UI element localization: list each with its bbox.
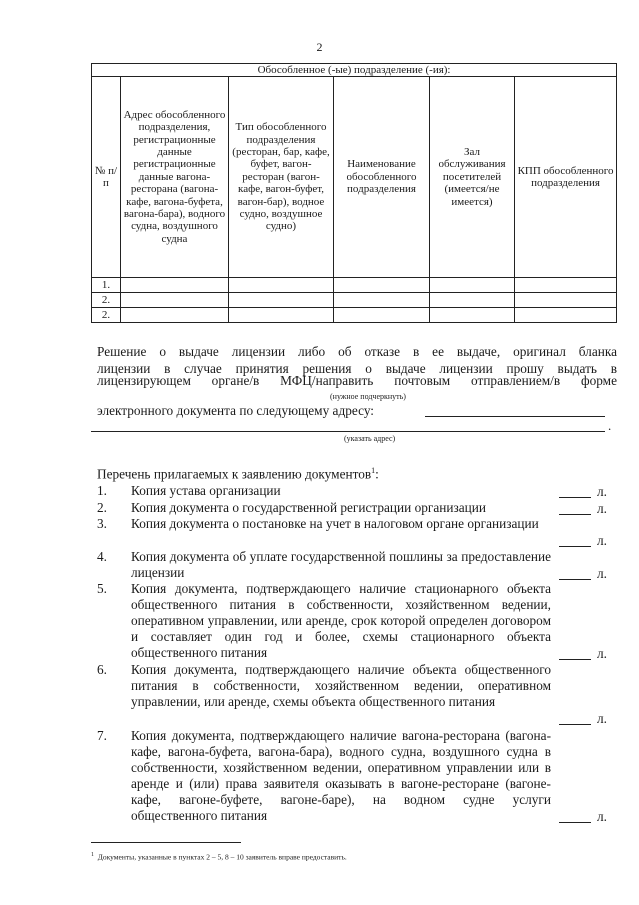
cell[interactable] (430, 293, 515, 308)
subdivision-table (91, 63, 617, 323)
address-input-line-1[interactable] (425, 416, 605, 417)
header-kpp: КПП обособленного подразделения (515, 77, 617, 278)
list-item (97, 581, 618, 661)
address-end-dot: . (608, 418, 612, 433)
decision-line-4: электронного документа по следующему адресу: (97, 403, 374, 418)
cell[interactable] (229, 308, 334, 323)
item-text: Копия документа о государственной регистрации организации (131, 500, 486, 515)
unit-label: л. (597, 566, 607, 581)
list-item (97, 662, 618, 726)
item-number: 3. (97, 516, 107, 531)
documents-heading-text: Перечень прилагаемых к заявлению документов (97, 466, 372, 482)
unit-label: л. (597, 646, 607, 661)
list-item (97, 483, 618, 499)
address-note: (указать адрес) (344, 434, 396, 443)
page-count-field[interactable] (559, 645, 591, 660)
page-count-field[interactable] (559, 808, 591, 823)
table-row (92, 293, 617, 308)
item-number: 6. (97, 662, 107, 677)
page-count-field[interactable] (559, 565, 591, 580)
unit-label: л. (597, 484, 607, 499)
cell[interactable] (229, 293, 334, 308)
decision-line-3: лицензирующем органе/в МФЦ/направить почтовым отправлением/в форме (97, 373, 617, 388)
cell[interactable] (515, 308, 617, 323)
cell[interactable] (334, 308, 430, 323)
unit-label: л. (597, 501, 607, 516)
cell[interactable] (121, 278, 229, 293)
table-row (92, 278, 617, 293)
item-number: 1. (97, 483, 107, 498)
unit-label: л. (597, 711, 607, 726)
item-text: Копия документа о постановке на учет в налоговом органе организации (131, 516, 539, 531)
list-item (97, 516, 618, 548)
cell[interactable] (229, 278, 334, 293)
cell[interactable] (430, 308, 515, 323)
item-text: Копия документа, подтверждающего наличие вагона-ресторана (вагона-кафе, вагона-буфета, вагона-бара), водного судна, воздушного судна в собственности, хозяйственном ведении, оперативном управлении или в аренде и (или) права заявителя оказывать в вагоне-ресторане (вагоне-кафе, вагоне-буфете, вагоне-баре), на водном судне услуги общественного питания (131, 728, 551, 823)
list-item (97, 549, 618, 581)
list-item (97, 728, 618, 824)
table-row (92, 308, 617, 323)
page-count-field[interactable] (559, 532, 591, 547)
item-text: Копия устава организации (131, 483, 281, 498)
address-input-line-2[interactable] (91, 431, 605, 432)
footnote-mark: 1 (91, 852, 94, 858)
cell[interactable] (515, 278, 617, 293)
unit-label: л. (597, 533, 607, 548)
row-number: 1. (92, 278, 121, 293)
page-count-field[interactable] (559, 500, 591, 515)
header-number: № п/п (92, 77, 121, 278)
cell[interactable] (430, 278, 515, 293)
item-number: 7. (97, 728, 107, 743)
cell[interactable] (121, 308, 229, 323)
documents-heading (97, 463, 379, 482)
footnote-separator (91, 842, 241, 843)
decision-line-1: Решение о выдаче лицензии либо об отказе в ее выдаче, оригинал бланка (97, 344, 617, 359)
item-text: Копия документа, подтверждающего наличие стационарного объекта общественного питания в собственности, хозяйственном ведении, оперативном управлении, или аренде, срок которой определен договором и составляет один год и более, схемы стационарного объекта общественного питания (131, 581, 551, 660)
unit-label: л. (597, 809, 607, 824)
item-number: 4. (97, 549, 107, 564)
header-hall: Зал обслуживания посетителей (имеется/не имеется) (430, 77, 515, 278)
footnote (91, 852, 347, 862)
header-address: Адрес обособленного подразделения, регистрационные данные регистрационные данные вагона-ресторана (вагона-кафе, вагона-буфета, вагона-бара), водного судна, воздушного судна (121, 77, 229, 278)
item-number: 2. (97, 500, 107, 515)
row-number: 2. (92, 308, 121, 323)
page-count-field[interactable] (559, 710, 591, 725)
page-count-field[interactable] (559, 483, 591, 498)
list-item (97, 500, 618, 516)
cell[interactable] (334, 293, 430, 308)
header-type: Тип обособленного подразделения (ресторан, бар, кафе, буфет, вагон-ресторан (вагон-кафе, вагон-буфет, вагон-бар), водное судно, воздушное судно) (229, 77, 334, 278)
header-name: Наименование обособленного подразделения (334, 77, 430, 278)
item-number: 5. (97, 581, 107, 596)
decision-line-2: лицензии в случае принятия решения о выдаче лицензии прошу выдать в (97, 361, 617, 376)
item-text: Копия документа, подтверждающего наличие объекта общественного питания в собственности, хозяйственном ведении, оперативном управлении, или аренде, схемы объекта общественного питания (131, 662, 551, 709)
cell[interactable] (334, 278, 430, 293)
underline-note: (нужное подчеркнуть) (330, 392, 406, 401)
footnote-text: Документы, указанные в пунктах 2 – 5, 8 – 10 заявитель вправе предоставить. (97, 852, 347, 862)
row-number: 2. (92, 293, 121, 308)
footnote-ref: 1 (371, 466, 376, 475)
item-text: Копия документа об уплате государственной пошлины за предоставление лицензии (131, 549, 551, 580)
documents-heading-colon: : (375, 466, 379, 482)
page-number: 2 (316, 40, 323, 54)
table-caption: Обособленное (-ые) подразделение (-ия): (92, 64, 617, 77)
cell[interactable] (515, 293, 617, 308)
cell[interactable] (121, 293, 229, 308)
